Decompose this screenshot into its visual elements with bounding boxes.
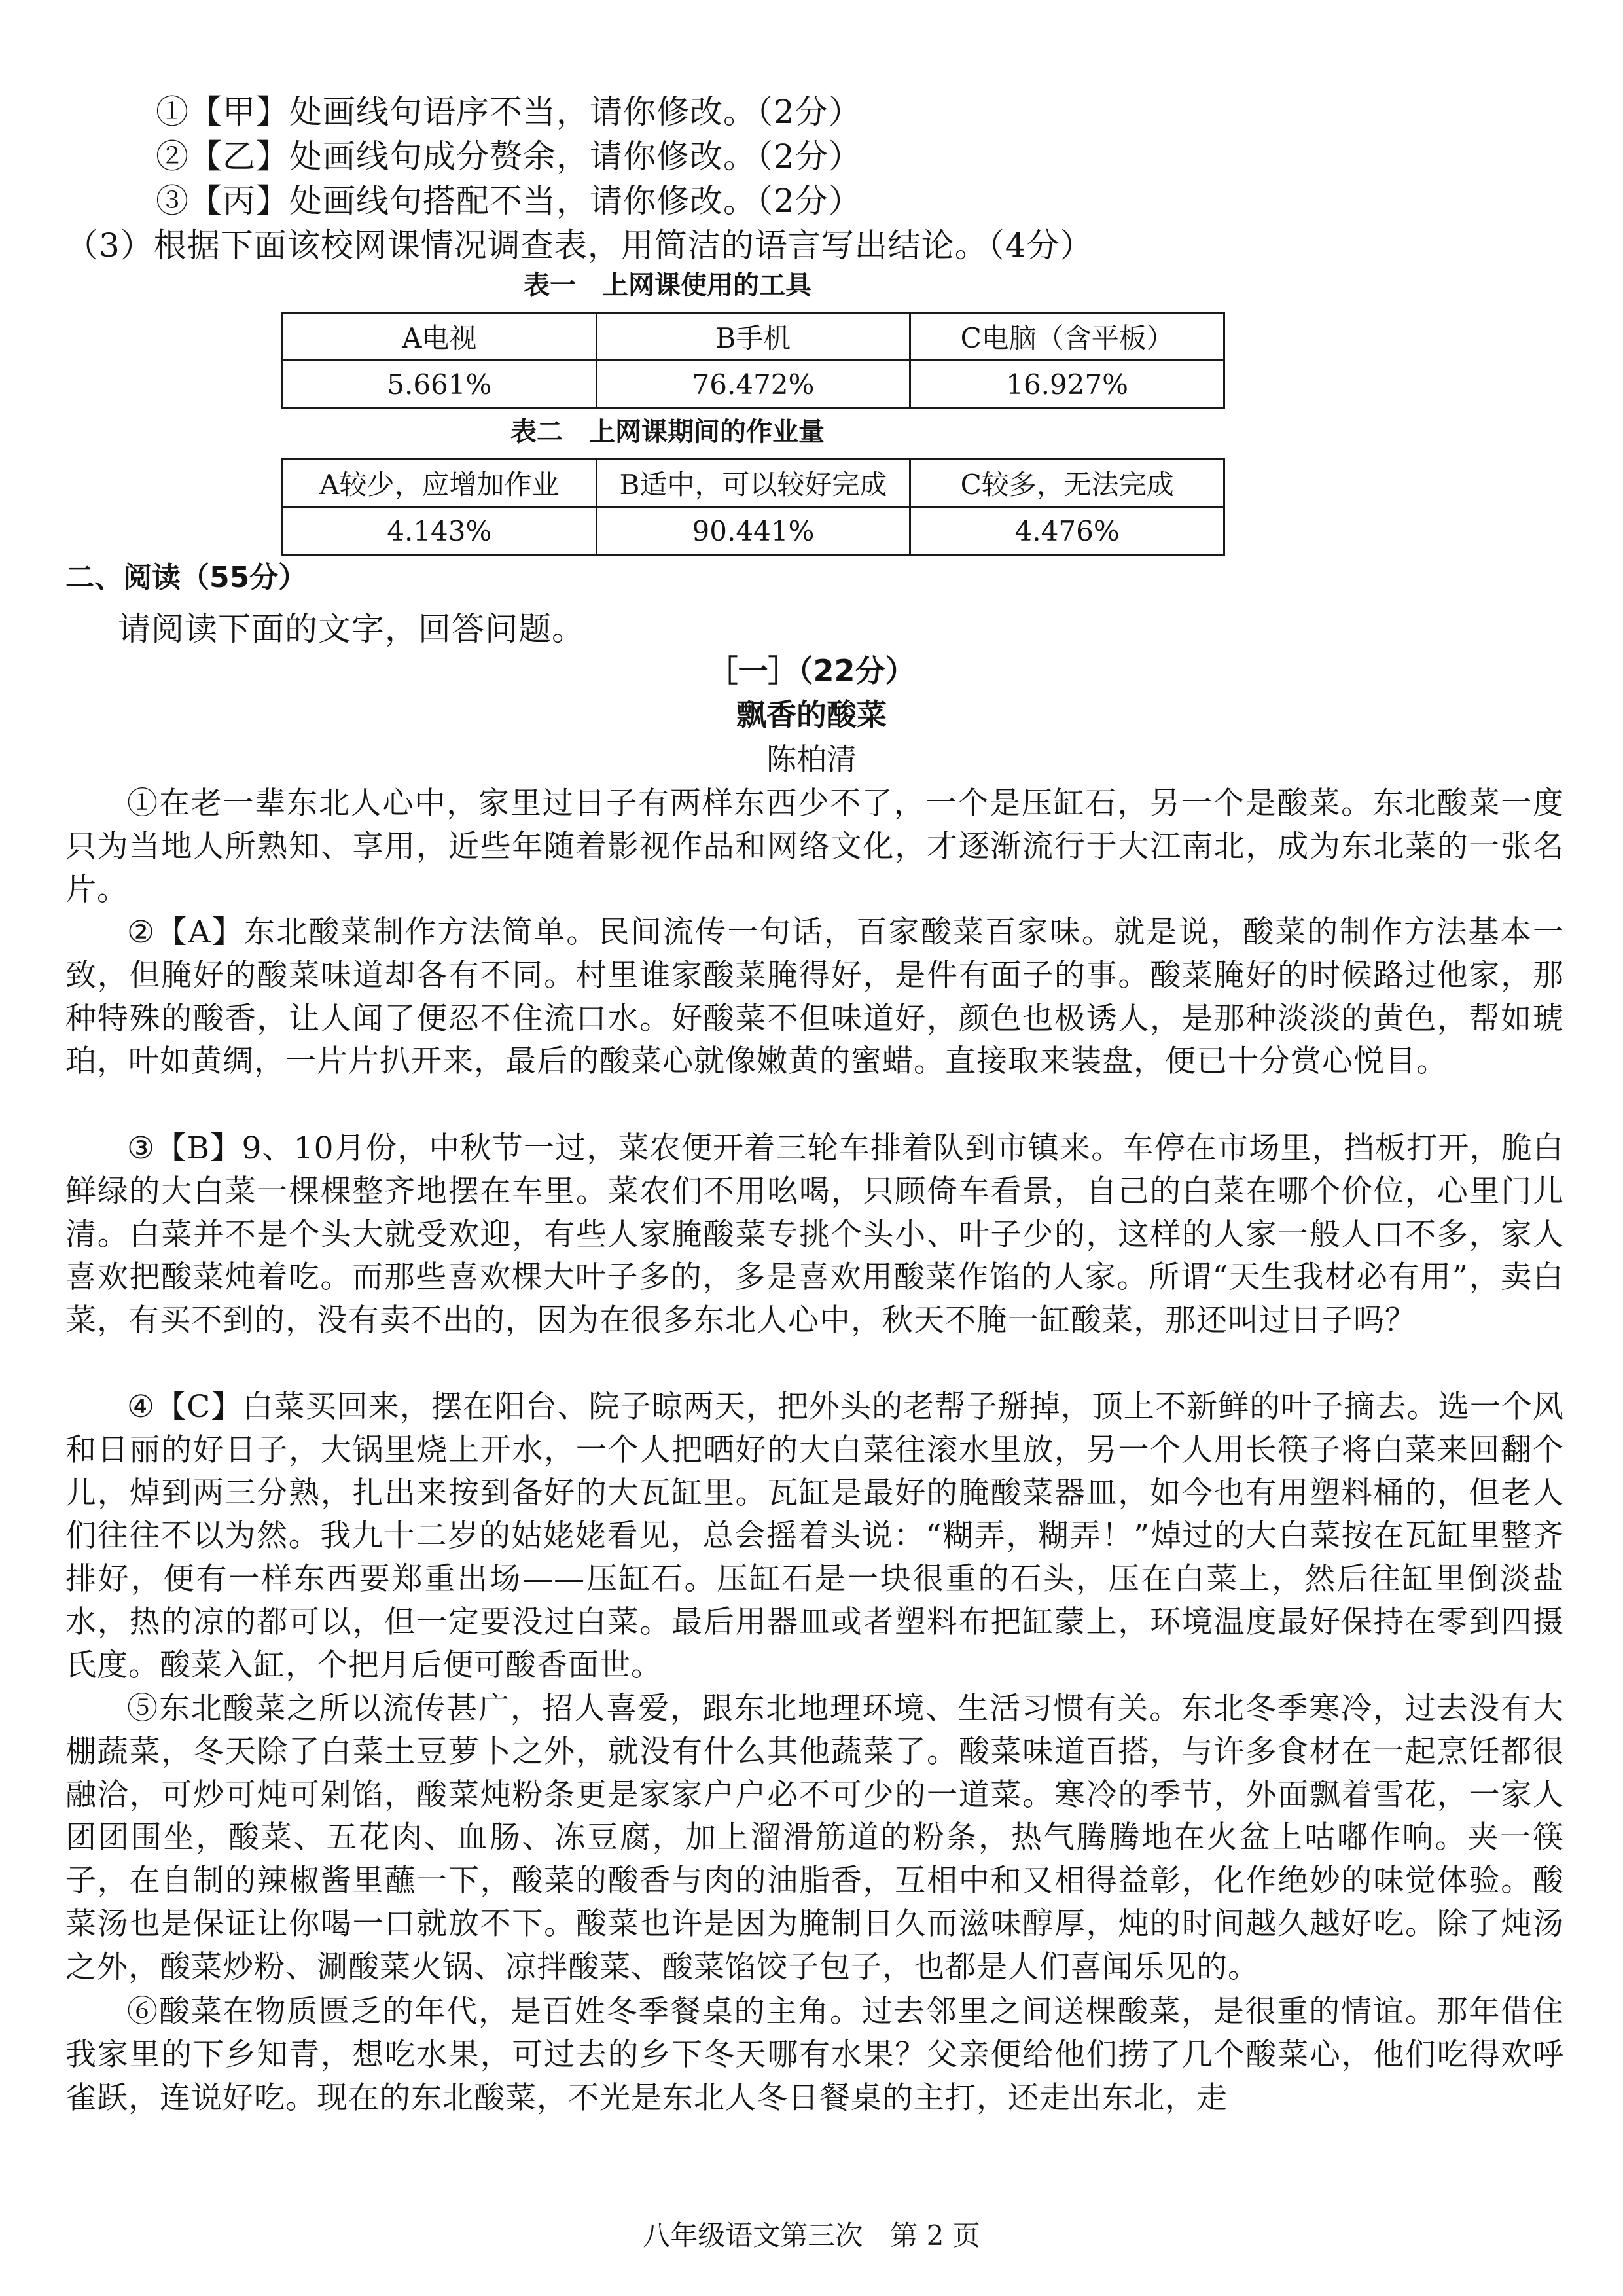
table-value-cell: 5.661% xyxy=(283,361,597,408)
paragraph-2: ②【A】东北酸菜制作方法简单。民间流传一句话，百家酸菜百家味。就是说，酸菜的制作方法基本一致，但腌好的酸菜味道却各有不同。村里谁家酸菜腌得好，是件有面子的事。酸菜腌好的时候路过他家，那种特殊的酸香，让人闻了便忍不住流口水。好酸菜不但味道好，颜色也极诱人，是那种淡淡的黄色，帮如琥珀，叶如黄绸，一片片扒开来，最后的酸菜心就像嫩黄的蜜蜡。直接取来装盘，便已十分赏心悦目。 xyxy=(65,914,1564,1080)
table-row xyxy=(283,507,1224,555)
paragraph-1: ①在老一辈东北人心中，家里过日子有两样东西少不了，一个是压缸石，另一个是酸菜。东北酸菜一度只为当地人所熟知、享用，近些年随着影视作品和网络文化，才逐渐流行于大江南北，成为东北菜的一张名片。 xyxy=(65,785,1564,908)
table-value-cell: 4.476% xyxy=(910,507,1224,555)
survey-table-tools xyxy=(281,312,1225,409)
table-header-cell: A电视 xyxy=(283,313,597,361)
paragraph-6: ⑥酸菜在物质匮乏的年代，是百姓冬季餐桌的主角。过去邻里之间送棵酸菜，是很重的情谊。那年借住我家里的下乡知青，想吃水果，可过去的乡下冬天哪有水果？父亲便给他们捞了几个酸菜心，他们吃得欢呼雀跃，连说好吃。现在的东北酸菜，不光是东北人冬日餐桌的主打，还走出东北，走 xyxy=(65,1994,1564,2116)
table-row xyxy=(283,459,1224,507)
table-value-cell: 90.441% xyxy=(596,507,910,555)
part-label: ［一］（22分） xyxy=(707,653,916,689)
question-survey: （3）根据下面该校网课情况调查表，用简洁的语言写出结论。（4分） xyxy=(65,226,1094,264)
table-2-caption: 表二 上网课期间的作业量 xyxy=(510,417,825,447)
table-value-cell: 16.927% xyxy=(910,361,1224,408)
table-header-cell: A较少，应增加作业 xyxy=(283,459,597,507)
paragraph-3: ③【B】9、10月份，中秋节一过，菜农便开着三轮车排着队到市镇来。车停在市场里，挡板打开，脆白鲜绿的大白菜一棵棵整齐地摆在车里。菜农们不用吆喝，只顾倚车看景，自己的白菜在哪个价位，心里门儿清。白菜并不是个头大就受欢迎，有些人家腌酸菜专挑个头小、叶子少的，这样的人家一般人口不多，家人喜欢把酸菜炖着吃。而那些喜欢棵大叶子多的，多是喜欢用酸菜作馅的人家。所谓“天生我材必有用”，卖白菜，有买不到的，没有卖不出的，因为在很多东北人心中，秋天不腌一缸酸菜，那还叫过日子吗？ xyxy=(65,1130,1564,1339)
table-header-cell: C电脑（含平板） xyxy=(910,313,1224,361)
page-footer: 八年级语文第三次 第 2 页 xyxy=(643,2219,980,2251)
table-value-cell: 4.143% xyxy=(283,507,597,555)
paragraph-5: ⑤东北酸菜之所以流传甚广，招人喜爱，跟东北地理环境、生活习惯有关。东北冬季寒冷，过去没有大棚蔬菜，冬天除了白菜土豆萝卜之外，就没有什么其他蔬菜了。酸菜味道百搭，与许多食材在一起烹饪都很融洽，可炒可炖可剁馅，酸菜炖粉条更是家家户户必不可少的一道菜。寒冷的季节，外面飘着雪花，一家人团团围坐，酸菜、五花肉、血肠、冻豆腐，加上溜滑筋道的粉条，热气腾腾地在火盆上咕嘟作响。夹一筷子，在自制的辣椒酱里蘸一下，酸菜的酸香与肉的油脂香，互相中和又相得益彰，化作绝妙的味觉体验。酸菜汤也是保证让你喝一口就放不下。酸菜也许是因为腌制日久而滋味醇厚，炖的时间越久越好吃。除了炖汤之外，酸菜炒粉、涮酸菜火锅、凉拌酸菜、酸菜馅饺子包子，也都是人们喜闻乐见的。 xyxy=(65,1691,1564,1985)
table-header-cell: B手机 xyxy=(596,313,910,361)
table-row xyxy=(283,361,1224,408)
table-value-cell: 76.472% xyxy=(596,361,910,408)
paragraph-4: ④【C】白菜买回来，摆在阳台、院子晾两天，把外头的老帮子掰掉，顶上不新鲜的叶子摘去。选一个风和日丽的好日子，大锅里烧上开水，一个人把晒好的大白菜往滚水里放，另一个人用长筷子将白菜来回翻个儿，焯到两三分熟，扎出来按到备好的大瓦缸里。瓦缸是最好的腌酸菜器皿，如今也有用塑料桶的，但老人们往往不以为然。我九十二岁的姑姥姥看见，总会摇着头说：“糊弄，糊弄！”焯过的大白菜按在瓦缸里整齐排好，便有一样东西要郑重出场——压缸石。压缸石是一块很重的石头，压在白菜上，然后往缸里倒淡盐水，热的凉的都可以，但一定要没过白菜。最后用器皿或者塑料布把缸蒙上，环境温度最好保持在零到四摄氏度。酸菜入缸，个把月后便可酸香面世。 xyxy=(65,1389,1564,1683)
question-1: ①【甲】处画线句语序不当，请你修改。（2分） xyxy=(156,93,862,131)
table-header-cell: B适中，可以较好完成 xyxy=(596,459,910,507)
reading-instruction: 请阅读下面的文字，回答问题。 xyxy=(118,610,585,648)
question-2: ②【乙】处画线句成分赘余，请你修改。（2分） xyxy=(156,137,862,175)
survey-table-homework xyxy=(281,458,1225,556)
article-author: 陈柏清 xyxy=(766,742,857,777)
article-title: 飘香的酸菜 xyxy=(736,697,887,732)
question-3: ③【丙】处画线句搭配不当，请你修改。（2分） xyxy=(156,182,862,220)
table-1-caption: 表一 上网课使用的工具 xyxy=(524,270,812,300)
section-heading: 二、阅读（55分） xyxy=(65,561,308,594)
table-header-cell: C较多，无法完成 xyxy=(910,459,1224,507)
table-row xyxy=(283,313,1224,361)
